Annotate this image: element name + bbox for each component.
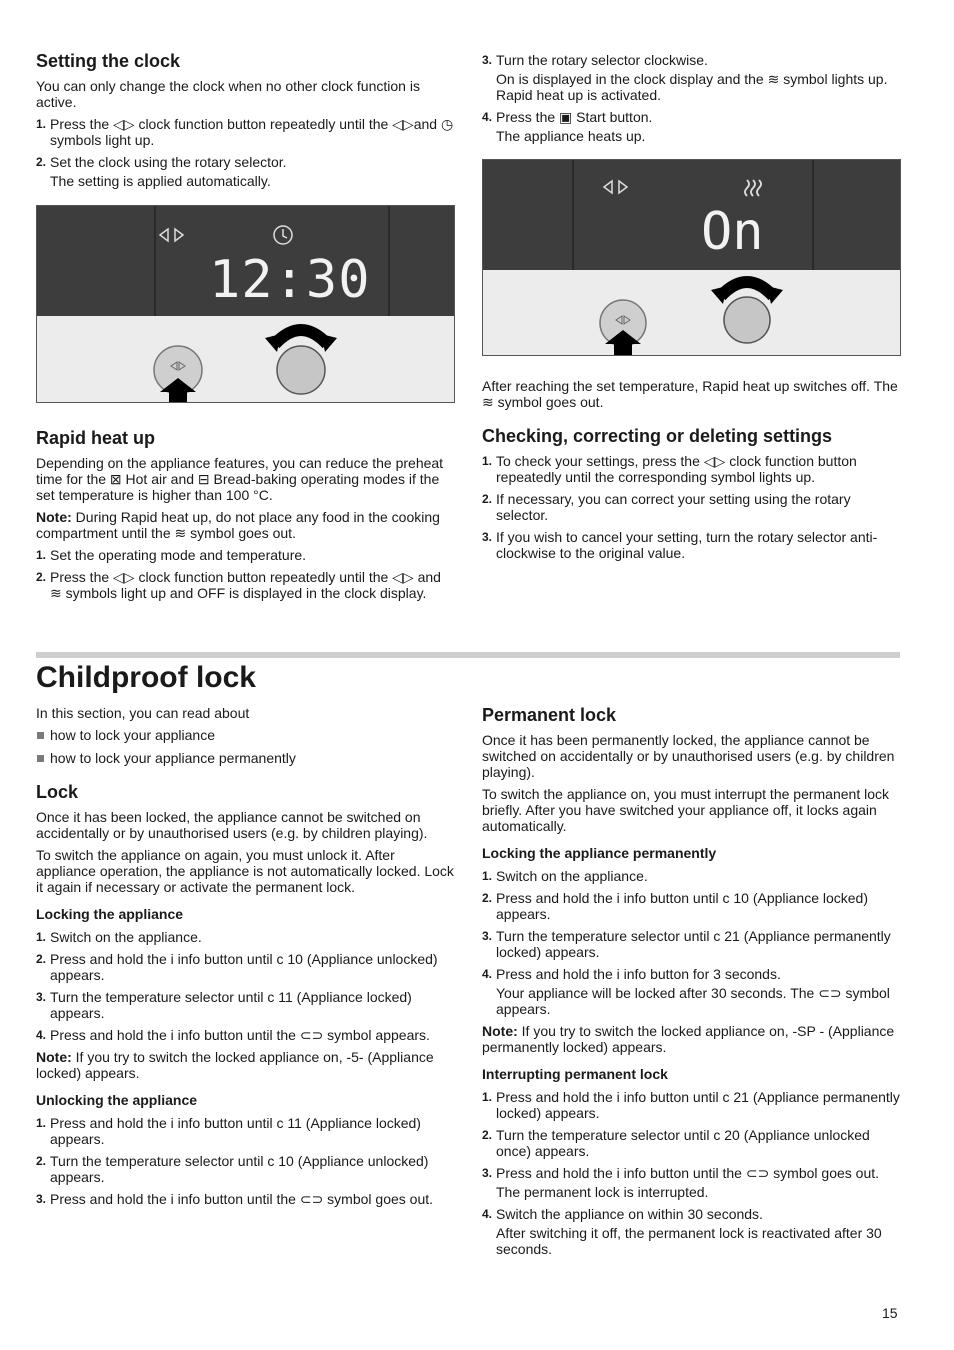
list-item: 4. Press and hold the i info button for 3 seconds. Your appliance will be locked after 30 seconds. The ⊂⊃ symbol appears. [482, 966, 890, 1017]
list-item: 1. Set the operating mode and temperature. [36, 547, 307, 563]
list-item: 3. Turn the temperature selector until c 21 (Appliance permanently locked) appears. [482, 928, 891, 960]
list-item: 2. Press and hold the i info button until c 10 (Appliance locked) appears. [482, 890, 869, 922]
locking-subheading: Locking the appliance [36, 906, 184, 922]
rapid-intro: Depending on the appliance features, you can reduce the preheat time for the ⊠ Hot air and ⊟ Bread-baking operating modes if the set temperature is higher than 100 °C. [36, 455, 444, 503]
list-item: how to lock your appliance [36, 727, 454, 743]
interrupt-subheading: Interrupting permanent lock [482, 1066, 668, 1082]
interrupt-steps [482, 1089, 900, 1257]
rapid-steps-left [36, 547, 454, 601]
rapid-heading: Rapid heat up [36, 428, 156, 448]
list-item: 4. Press the ▣ Start button. The appliance heats up. [482, 109, 653, 144]
section-divider [36, 652, 900, 658]
checking-heading: Checking, correcting or deleting settings [482, 426, 833, 446]
clock-section [36, 50, 454, 195]
childproof-intro-section [36, 705, 454, 773]
childproof-bullets [36, 727, 454, 766]
permanent-section: Permanent lock Once it has been permanently locked, the appliance cannot be switched on accidentally or by unauthorised users (e.g. by children playing). To switch the appliance on, you must interrupt the permanent lock briefly. After you have switched your appliance off, it locks again automatically. Locking the appliance permanently 1. Switch on the appliance. 2. Press and hold the i info button until c 10 (Appliance locked) appears. 3. Turn the temperature selector until c 21 (Appliance permanently locked) appears. 4. Press and hold the i info button for 3 seconds. Your appliance will be locked after 30 seconds. The ⊂⊃ symbol appears. Note: If you try to switch the locked appliance on, -SP - (Appliance permanently locked) appears. Interrupting permanent lock 1. Press and hold the i info button until c 21 (Appliance permanently locked) appears. 2. Turn the temperature selector until c 20 (Appliance unlocked once) appears. 3. Press and hold the i info button until the ⊂⊃ symbol goes out. The permanent lock is interrupted. 4. Switch the appliance on within 30 seconds. After switching it off, the permanent lock is reactivated after 30 seconds. [482, 705, 900, 1257]
rapid-after: After reaching the set temperature, Rapid heat up switches off. The ≋ symbol goes out. [482, 378, 898, 410]
rapid-note: Note: During Rapid heat up, do not place any food in the cooking compartment until the ≋ symbol goes out. [36, 509, 440, 541]
list-item: 3. Press and hold the i info button until the ⊂⊃ symbol goes out. The permanent lock is interrupted. [482, 1165, 880, 1200]
rapid-steps-continued [482, 52, 900, 150]
clock-heading: Setting the clock [36, 51, 181, 71]
locking-steps [36, 929, 454, 1043]
permanent-heading: Permanent lock [482, 705, 617, 725]
list-item: 1. Press and hold the i info button until c 11 (Appliance locked) appears. [36, 1115, 421, 1147]
list-item: 1. Switch on the appliance. [482, 868, 648, 884]
list-item: 2. Press and hold the i info button until c 10 (Appliance unlocked) appears. [36, 951, 438, 983]
lock-heading: Lock [36, 782, 79, 802]
list-item: 4. Switch the appliance on within 30 seconds. After switching it off, the permanent lock is reactivated after 30 seconds. [482, 1206, 882, 1257]
checking-steps [482, 453, 900, 561]
list-item: 3. Turn the temperature selector until c 11 (Appliance locked) appears. [36, 989, 412, 1021]
list-item: 2. Press the ◁▷ clock function button repeatedly until the ◁▷ and ≋ symbols light up and OFF is displayed in the clock display. [36, 569, 441, 601]
lock-section: Lock Once it has been locked, the appliance cannot be switched on accidentally or by unauthorised users (e.g. by children playing). To switch the appliance on again, you must unlock it. After appliance operation, the appliance is not automatically locked. Lock it again if necessary or activate the permanent lock. Locking the appliance 1. Switch on the appliance. 2. Press and hold the i info button until c 10 (Appliance unlocked) appears. 3. Turn the temperature selector until c 11 (Appliance locked) appears. 4. Press and hold the i info button until the ⊂⊃ symbol appears. Note: If you try to switch the locked appliance on, -5- (Appliance locked) appears. Unlocking the appliance 1. Press and hold the i info button until c 11 (Appliance locked) appears. 2. Turn the temperature selector until c 10 (Appliance unlocked) appears. 3. Press and hold the i info button until the ⊂⊃ symbol goes out. [36, 782, 454, 1207]
clock-display-digits: 12:30 [209, 250, 371, 310]
list-item: 3. Press and hold the i info button until the ⊂⊃ symbol goes out. [36, 1191, 434, 1207]
childproof-intro: In this section, you can read about [36, 705, 250, 721]
checking-section [482, 425, 900, 567]
rapid-panel-graphic [483, 160, 900, 355]
rapid-display-text: On [701, 202, 764, 262]
list-item: 3. If you wish to cancel your setting, turn the rotary selector anti-clockwise to the original value. [482, 529, 878, 561]
list-item: 2. Turn the temperature selector until c 10 (Appliance unlocked) appears. [36, 1153, 429, 1185]
list-item: 1. Press the ◁▷ clock function button repeatedly until the ◁▷and ◷ symbols light up. [36, 116, 454, 148]
list-item: 2. Set the clock using the rotary selector. The setting is applied automatically. [36, 154, 287, 189]
list-item: how to lock your appliance permanently [36, 750, 454, 766]
clock-intro: You can only change the clock when no other clock function is active. [36, 78, 420, 110]
clock-panel-illustration [36, 205, 455, 403]
list-item: 2. Turn the temperature selector until c 20 (Appliance unlocked once) appears. [482, 1127, 870, 1159]
list-item: 1. To check your settings, press the ◁▷ clock function button repeatedly until the corresponding symbol lights up. [482, 453, 857, 485]
list-item: 3. Turn the rotary selector clockwise. On is displayed in the clock display and the ≋ symbol lights up. Rapid heat up is activated. [482, 52, 888, 103]
rapid-section [36, 427, 454, 607]
list-item: 4. Press and hold the i info button until the ⊂⊃ symbol appears. [36, 1027, 430, 1043]
page-number: 15 [882, 1305, 898, 1321]
list-item: 1. Press and hold the i info button until c 21 (Appliance permanently locked) appears. [482, 1089, 900, 1121]
permanent-locking-subheading: Locking the appliance permanently [482, 845, 717, 861]
childproof-heading: Childproof lock [36, 661, 256, 694]
unlocking-steps [36, 1115, 454, 1207]
list-item: 2. If necessary, you can correct your setting using the rotary selector. [482, 491, 851, 523]
list-item: 1. Switch on the appliance. [36, 929, 202, 945]
rapid-panel-illustration [482, 159, 901, 356]
clock-steps [36, 116, 454, 189]
permanent-locking-steps [482, 868, 900, 1017]
lock-note: Note: If you try to switch the locked appliance on, -5- (Appliance locked) appears. [36, 1049, 434, 1081]
unlocking-subheading: Unlocking the appliance [36, 1092, 198, 1108]
permanent-note: Note: If you try to switch the locked appliance on, -SP - (Appliance permanently locked) appears. [482, 1023, 895, 1055]
